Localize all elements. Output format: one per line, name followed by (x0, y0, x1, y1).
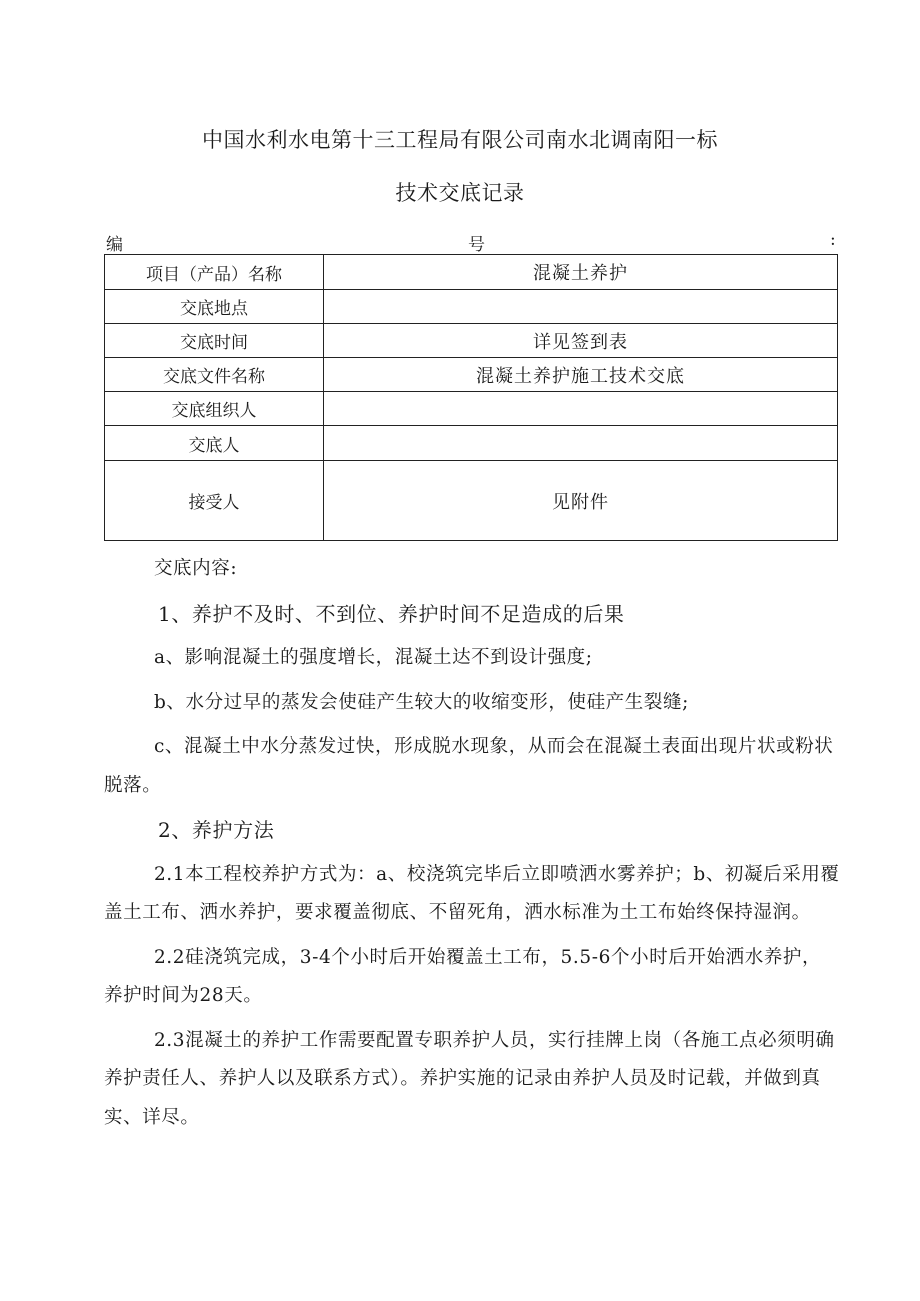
content-body (104, 550, 840, 1143)
number-row (104, 230, 838, 255)
table-row (105, 255, 838, 290)
row-value: 详见签到表 (324, 324, 838, 358)
row-label: 交底文件名称 (105, 358, 324, 392)
record-title: 技术交底记录 (395, 181, 525, 205)
table-row (105, 358, 838, 392)
table-row (105, 290, 838, 324)
row-label: 交底人 (105, 426, 324, 461)
company-title: 中国水利水电第十三工程局有限公司南水北调南阳一标 (202, 128, 718, 152)
row-value (324, 290, 838, 324)
row-value: 见附件 (324, 461, 838, 541)
table-row (105, 392, 838, 426)
section2-title: 2、养护方法 (158, 818, 275, 842)
number-label-part1: 编 (106, 235, 123, 255)
row-label: 交底时间 (105, 324, 324, 358)
table-row (105, 426, 838, 461)
number-label-part2: 号 (468, 235, 485, 255)
info-table (104, 254, 838, 541)
paragraph-2-2: 2.2硅浇筑完成，3-4个小时后开始覆盖土工布，5.5-6个小时后开始洒水养护，养护时间为28天。 (104, 946, 822, 1006)
row-label: 交底组织人 (105, 392, 324, 426)
paragraph-2-1: 2.1本工程校养护方式为：a、校浇筑完毕后立即喷洒水雾养护；b、初凝后采用覆盖土工布、洒水养护，要求覆盖彻底、不留死角，洒水标准为土工布始终保持湿润。 (104, 863, 840, 923)
content-heading: 交底内容: (153, 558, 238, 579)
section1-title: 1、养护不及时、不到位、养护时间不足造成的后果 (158, 601, 625, 626)
item-c: c、混凝土中水分蒸发过快，形成脱水现象，从而会在混凝土表面出现片状或粉状脱落。 (104, 736, 834, 796)
row-label: 交底地点 (105, 290, 324, 324)
paragraph-2-3: 2.3混凝土的养护工作需要配置专职养护人员，实行挂牌上岗（各施工点必须明确养护责任人、养护人以及联系方式）。养护实施的记录由养护人员及时记载，并做到真实、详尽。 (104, 1029, 835, 1128)
table-row (105, 324, 838, 358)
row-value (324, 392, 838, 426)
row-value: 混凝土养护施工技术交底 (324, 358, 838, 392)
item-b: b、水分过早的蒸发会使硅产生较大的收缩变形，使硅产生裂缝; (153, 691, 689, 713)
item-a: a、影响混凝土的强度增长，混凝土达不到设计强度; (153, 647, 593, 668)
row-value: 混凝土养护 (324, 255, 838, 290)
row-value (324, 426, 838, 461)
table-row (105, 461, 838, 541)
row-label: 项目（产品）名称 (105, 255, 324, 290)
number-colon: : (830, 230, 836, 250)
row-label: 接受人 (105, 461, 324, 541)
